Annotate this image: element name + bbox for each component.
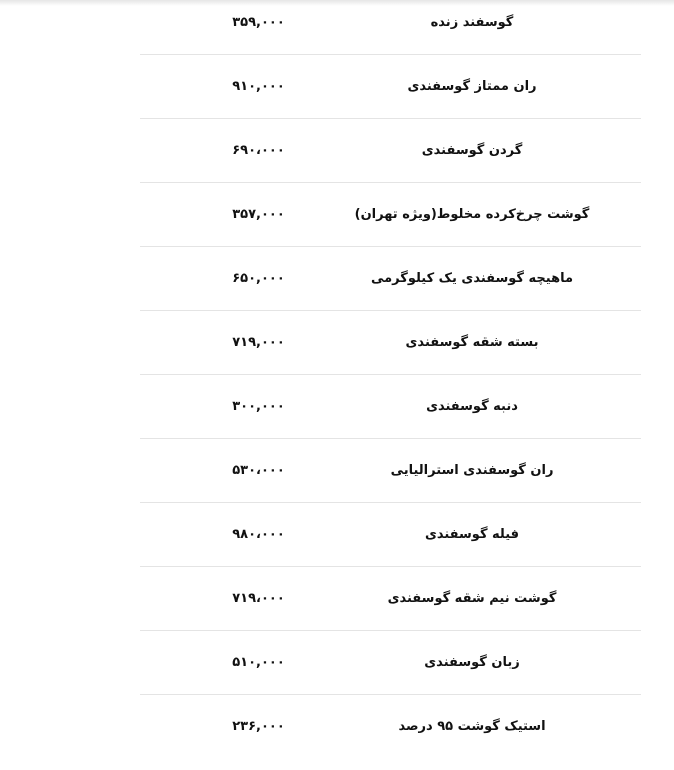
table-row [140,119,641,183]
table-row [140,695,641,758]
product-name: گوسفند زنده [430,15,514,30]
product-price: ۷۱۹،۰۰۰ [232,591,285,606]
price-table [140,0,641,758]
product-price: ۹۸۰،۰۰۰ [232,527,285,542]
table-row [140,375,641,439]
product-price: ۵۱۰,۰۰۰ [232,655,285,670]
table-row [140,55,641,119]
product-price: ۶۵۰,۰۰۰ [232,271,285,286]
table-row [140,311,641,375]
product-name: ران گوسفندی استرالیایی [390,463,554,478]
product-price: ۷۱۹,۰۰۰ [232,335,285,350]
table-row [140,247,641,311]
product-price: ۲۳۶,۰۰۰ [232,719,285,734]
table-row [140,183,641,247]
table-row [140,631,641,695]
product-name: ماهیچه گوسفندی یک کیلوگرمی [370,271,574,286]
product-name: گردن گوسفندی [421,143,523,158]
product-name: گوشت چرخ‌کرده مخلوط(ویژه تهران) [354,207,590,222]
product-name: گوشت نیم شقه گوسفندی [387,591,557,606]
product-name: دنبه گوسفندی [426,399,518,414]
product-price: ۵۳۰،۰۰۰ [232,463,285,478]
table-row [140,0,641,55]
table-row [140,567,641,631]
product-name: بسته شقه گوسفندی [405,335,539,350]
product-price: ۳۵۷,۰۰۰ [232,207,285,222]
product-name: ران ممتاز گوسفندی [407,79,537,94]
product-price: ۶۹۰،۰۰۰ [232,143,285,158]
table-row [140,439,641,503]
product-price: ۳۰۰,۰۰۰ [232,399,285,414]
product-name: زبان گوسفندی [424,655,520,670]
product-name: فیله گوسفندی [424,527,520,542]
product-name: استیک گوشت ۹۵ درصد [398,719,546,734]
product-price: ۳۵۹,۰۰۰ [232,15,285,30]
product-price: ۹۱۰,۰۰۰ [232,79,285,94]
table-row [140,503,641,567]
